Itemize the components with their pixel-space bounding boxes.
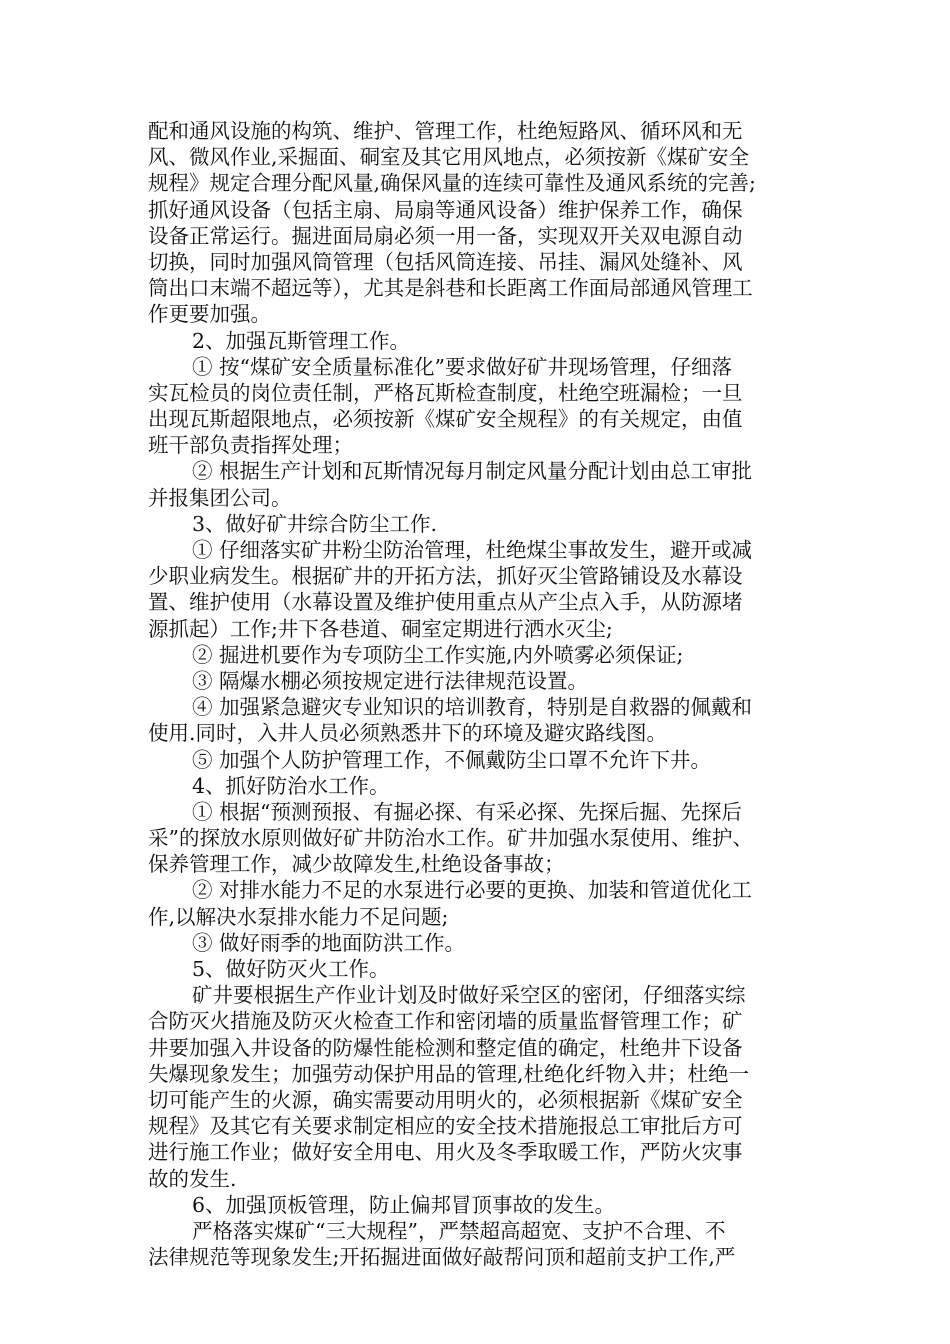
text-line: 3、做好矿井综合防尘工作.: [192, 511, 438, 536]
text-line: ② 根据生产计划和瓦斯情况每月制定风量分配计划由总工审批: [192, 459, 753, 484]
text-line: 作更要加强。: [148, 302, 271, 327]
text-line: 少职业病发生。根据矿井的开拓方法，抓好灭尘管路铺设及水幕设: [148, 564, 743, 589]
text-line: 法律规范等现象发生;开拓掘进面做好敲帮问顶和超前支护工作,严: [148, 1245, 736, 1270]
text-line: 实瓦检员的岗位责任制，严格瓦斯检查制度，杜绝空班漏检；一旦: [148, 380, 743, 405]
text-line: 6、加强顶板管理，防止偏邦冒顶事故的发生。: [192, 1192, 616, 1217]
text-line: ④ 加强紧急避灾专业知识的培训教育，特别是自救器的佩戴和: [192, 695, 753, 720]
text-line: 保养管理工作，减少故障发生,杜绝设备事故；: [148, 852, 565, 877]
text-line: ① 根据“预测预报、有掘必探、有采必探、先探后掘、先探后: [192, 799, 742, 824]
text-line: ① 仔细落实矿井粉尘防治管理，杜绝煤尘事故发生，避开或减: [192, 538, 753, 562]
text-line: 矿井要根据生产作业计划及时做好采空区的密闭，仔细落实综: [192, 983, 746, 1008]
text-line: 源抓起）工作;井下各巷道、硐室定期进行洒水灭尘;: [148, 616, 613, 641]
document-body: [148, 118, 808, 1270]
text-line: 并报集团公司。: [148, 485, 292, 510]
text-line: 合防灭火措施及防灭火检查工作和密闭墙的质量监督管理工作；矿: [148, 1009, 743, 1034]
text-line: 出现瓦斯超限地点，必须按新《煤矿安全规程》的有关规定，由值: [148, 407, 743, 432]
text-line: 采”的探放水原则做好矿井防治水工作。矿井加强水泵使用、维护、: [148, 826, 753, 851]
text-line: ③ 做好雨季的地面防洪工作。: [192, 930, 466, 955]
text-line: ② 掘进机要作为专项防尘工作实施,内外喷雾必须保证;: [192, 642, 684, 667]
text-line: ① 按“煤矿安全质量标准化”要求做好矿井现场管理，仔细落: [192, 354, 732, 379]
text-line: 严格落实煤矿“三大规程”，严禁超高超宽、支护不合理、不: [192, 1218, 726, 1243]
text-line: 抓好通风设备（包括主扇、局扇等通风设备）维护保养工作，确保: [148, 197, 743, 222]
text-line: 风、微风作业,采掘面、硐室及其它用风地点，必须按新《煤矿安全: [148, 145, 750, 170]
text-line: 置、维护使用（水幕设置及维护使用重点从产尘点入手，从防源堵: [148, 590, 743, 615]
text-line: 切换，同时加强风筒管理（包括风筒连接、吊挂、漏风处缝补、风: [148, 249, 743, 274]
text-line: ② 对排水能力不足的水泵进行必要的更换、加装和管道优化工: [192, 878, 753, 903]
text-line: 配和通风设施的构筑、维护、管理工作，杜绝短路风、循环风和无: [148, 119, 743, 143]
text-line: 失爆现象发生；加强劳动保护用品的管理,杜绝化纤物入井；杜绝一: [148, 1061, 750, 1086]
text-line: 5、做好防灭火工作。: [192, 957, 390, 981]
text-line: 切可能产生的火源，确实需要动用明火的，必须根据新《煤矿安全: [148, 1087, 743, 1112]
text-line: 班干部负责指挥处理；: [148, 433, 353, 458]
text-line: 筒出口末端不超远等），尤其是斜巷和长距离工作面局部通风管理工: [148, 276, 753, 301]
text-line: 使用.同时，入井人员必须熟悉井下的环境及避灾路线图。: [148, 721, 668, 746]
text-line: ③ 隔爆水棚必须按规定进行法律规范设置。: [192, 668, 589, 693]
text-line: 2、加强瓦斯管理工作。: [192, 328, 411, 353]
text-line: 规程》规定合理分配风量,确保风量的连续可靠性及通风系统的完善;: [148, 171, 756, 196]
text-line: 规程》及其它有关要求制定相应的安全技术措施报总工审批后方可: [148, 1114, 743, 1139]
text-line: 作,以解决水泵排水能力不足问题;: [148, 904, 449, 929]
text-line: 设备正常运行。掘进面局扇必须一用一备，实现双开关双电源自动: [148, 223, 743, 248]
text-line: 故的发生.: [148, 1166, 237, 1191]
text-line: 4、抓好防治水工作。: [192, 773, 390, 798]
text-line: ⑤ 加强个人防护管理工作，不佩戴防尘口罩不允许下井。: [192, 747, 712, 772]
text-line: 进行施工作业；做好安全用电、用火及冬季取暖工作，严防火灾事: [148, 1140, 743, 1165]
text-line: 井要加强入井设备的防爆性能检测和整定值的确定，杜绝井下设备: [148, 1035, 743, 1060]
